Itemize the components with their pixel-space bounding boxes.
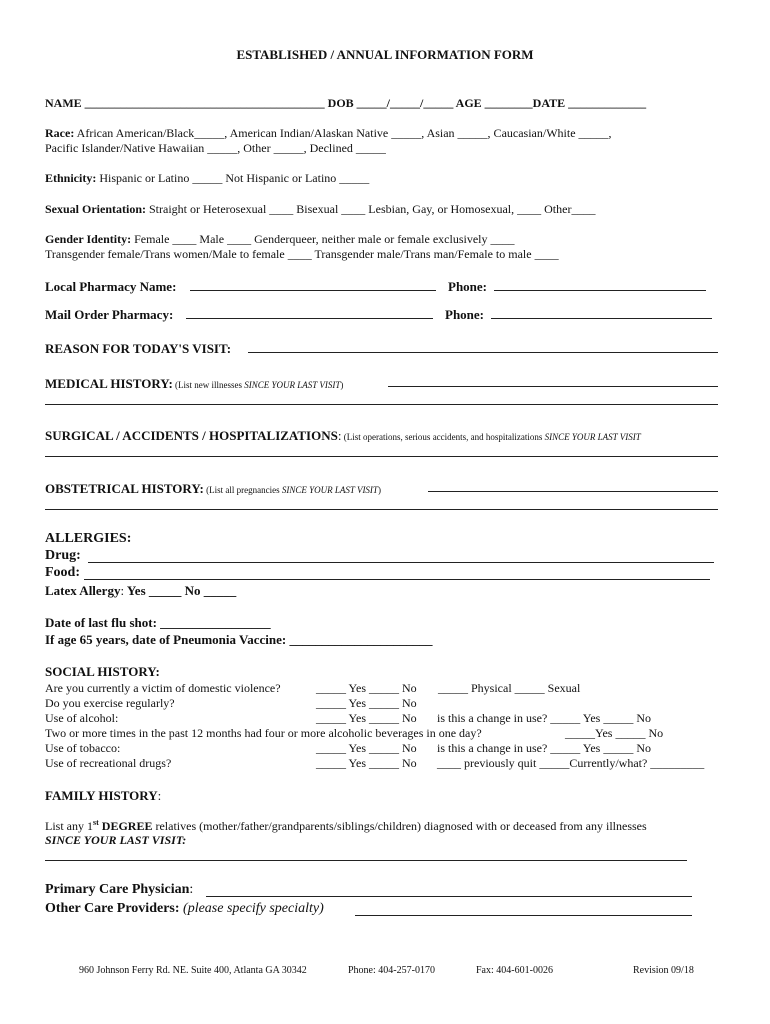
local-pharmacy-phone-field[interactable] (494, 290, 706, 291)
family-history-field[interactable] (45, 860, 687, 861)
mail-pharmacy-phone-field[interactable] (491, 318, 712, 319)
primary-care-line: Primary Care Physician: (45, 882, 194, 897)
surgical-note: (List operations, serious accidents, and hospitalizations (341, 432, 545, 442)
race-options-1[interactable]: African American/Black_____, American Indian/Alaskan Native _____, Asian _____, Caucasian/White _____, (74, 126, 612, 140)
social-extra-alcohol[interactable]: is this a change in use? _____ Yes _____ No (437, 711, 651, 725)
social-question-alcohol: Use of alcohol: (45, 711, 119, 725)
obstetrical-field-1[interactable] (428, 491, 718, 492)
race-line-2[interactable]: Pacific Islander/Native Hawaiian _____, Other _____, Declined _____ (45, 141, 386, 155)
latex-allergy-line: Latex Allergy: Yes _____ No _____ (45, 583, 237, 598)
surgical-label: SURGICAL / ACCIDENTS / HOSPITALIZATIONS (45, 428, 338, 443)
medical-history-note: (List new illnesses (172, 380, 245, 390)
other-providers-note: (please specify specialty) (179, 901, 324, 916)
surgical-field[interactable] (45, 456, 718, 457)
local-pharmacy-field[interactable] (190, 290, 436, 291)
primary-care-field[interactable] (206, 896, 692, 897)
obstetrical-field-2[interactable] (45, 509, 718, 510)
gender-identity-line-1 (45, 232, 515, 247)
mail-pharmacy-field[interactable] (186, 318, 433, 319)
other-providers-field[interactable] (355, 915, 692, 916)
reason-for-visit-field[interactable] (248, 352, 718, 353)
pneumonia-vaccine-line[interactable]: If age 65 years, date of Pneumonia Vaccine: ______________________ (45, 632, 433, 647)
social-extra-domestic-violence[interactable]: _____ Physical _____ Sexual (438, 681, 581, 695)
other-providers-line (45, 901, 324, 917)
social-question-binge-drinking: Two or more times in the past 12 months had four or more alcoholic beverages in one day? (45, 726, 482, 740)
social-history-heading: SOCIAL HISTORY: (45, 664, 160, 679)
local-pharmacy-phone-label: Phone: (448, 279, 487, 294)
latex-allergy-label: Latex Allergy (45, 583, 121, 598)
sexual-orientation-label: Sexual Orientation: (45, 202, 146, 216)
name-dob-age-date-line[interactable]: NAME ________________________________________ DOB _____/_____/_____ AGE ________DATE _____________ (45, 96, 647, 110)
family-history-heading: FAMILY HISTORY: (45, 788, 162, 803)
surgical-heading: SURGICAL / ACCIDENTS / HOSPITALIZATIONS: (List operations, serious accidents, and hospitalizations SINCE YOUR LAST VISIT (45, 428, 641, 443)
sexual-orientation-line (45, 202, 595, 217)
sexual-orientation-options[interactable]: Straight or Heterosexual ____ Bisexual ____ Lesbian, Gay, or Homosexual, ____ Other____ (146, 202, 596, 216)
obstetrical-note-emphasis: SINCE YOUR LAST VISIT (281, 485, 378, 495)
social-answer-alcohol[interactable]: _____ Yes _____ No (316, 711, 417, 725)
social-question-exercise: Do you exercise regularly? (45, 696, 175, 710)
obstetrical-label: OBSTETRICAL HISTORY: (45, 481, 204, 496)
social-extra-tobacco[interactable]: is this a change in use? _____ Yes _____ No (437, 741, 651, 755)
medical-history-heading: MEDICAL HISTORY: (List new illnesses SINCE YOUR LAST VISIT) (45, 376, 344, 391)
food-allergy-field[interactable] (84, 579, 710, 580)
social-extra-recreational-drugs[interactable]: ____ previously quit _____Currently/what? _________ (437, 756, 705, 770)
surgical-note-emphasis: SINCE YOUR LAST VISIT (544, 432, 641, 442)
obstetrical-heading: OBSTETRICAL HISTORY: (List all pregnancies SINCE YOUR LAST VISIT) (45, 481, 381, 496)
ethnicity-options[interactable]: Hispanic or Latino _____ Not Hispanic or Latino _____ (96, 171, 370, 185)
drug-allergy-field[interactable] (88, 562, 714, 563)
mail-pharmacy-label: Mail Order Pharmacy: (45, 307, 174, 322)
gender-identity-label: Gender Identity: (45, 232, 132, 246)
mail-pharmacy-phone-label: Phone: (445, 307, 484, 322)
drug-allergy-label: Drug: (45, 548, 81, 563)
footer-address: 960 Johnson Ferry Rd. NE. Suite 400, Atlanta GA 30342 (79, 965, 307, 976)
footer-phone: Phone: 404-257-0170 (348, 965, 435, 976)
food-allergy-label: Food: (45, 565, 80, 580)
medical-history-note-emphasis: SINCE YOUR LAST VISIT (244, 380, 341, 390)
family-history-label: FAMILY HISTORY (45, 788, 158, 803)
social-question-domestic-violence: Are you currently a victim of domestic violence? (45, 681, 281, 695)
social-extra-binge-drinking[interactable]: _____Yes _____ No (565, 726, 664, 740)
obstetrical-note: (List all pregnancies (203, 485, 282, 495)
medical-history-label: MEDICAL HISTORY: (45, 376, 173, 391)
other-providers-label: Other Care Providers: (45, 901, 180, 916)
gender-identity-options-1[interactable]: Female ____ Male ____ Genderqueer, neither male or female exclusively ____ (131, 232, 515, 246)
form-title: ESTABLISHED / ANNUAL INFORMATION FORM (236, 47, 534, 62)
race-line-1 (45, 126, 612, 141)
race-label: Race: (45, 126, 75, 140)
footer-revision: Revision 09/18 (633, 965, 694, 976)
social-question-recreational-drugs: Use of recreational drugs? (45, 756, 172, 770)
ethnicity-line (45, 171, 369, 186)
allergies-heading: ALLERGIES: (45, 531, 132, 546)
reason-for-visit-label: REASON FOR TODAY'S VISIT: (45, 341, 232, 356)
social-answer-tobacco[interactable]: _____ Yes _____ No (316, 741, 417, 755)
primary-care-label: Primary Care Physician (45, 882, 190, 897)
family-history-since: SINCE YOUR LAST VISIT: (45, 833, 187, 847)
local-pharmacy-label: Local Pharmacy Name: (45, 279, 177, 294)
flu-shot-line[interactable]: Date of last flu shot: _________________ (45, 615, 271, 630)
footer-fax: Fax: 404-601-0026 (476, 965, 553, 976)
social-answer-recreational-drugs[interactable]: _____ Yes _____ No (316, 756, 417, 770)
latex-allergy-options[interactable]: Yes _____ No _____ (124, 583, 237, 598)
family-history-instructions: List any 1st DEGREE relatives (mother/father/grandparents/siblings/children) diagnosed with or deceased from any illnesses (45, 818, 647, 833)
social-answer-domestic-violence[interactable]: _____ Yes _____ No (316, 681, 417, 695)
social-question-tobacco: Use of tobacco: (45, 741, 121, 755)
ethnicity-label: Ethnicity: (45, 171, 97, 185)
medical-history-field-2[interactable] (45, 404, 718, 405)
medical-history-field-1[interactable] (388, 386, 718, 387)
gender-identity-line-2[interactable]: Transgender female/Trans women/Male to female ____ Transgender male/Trans man/Female to male ____ (45, 247, 559, 261)
social-answer-exercise[interactable]: _____ Yes _____ No (316, 696, 417, 710)
